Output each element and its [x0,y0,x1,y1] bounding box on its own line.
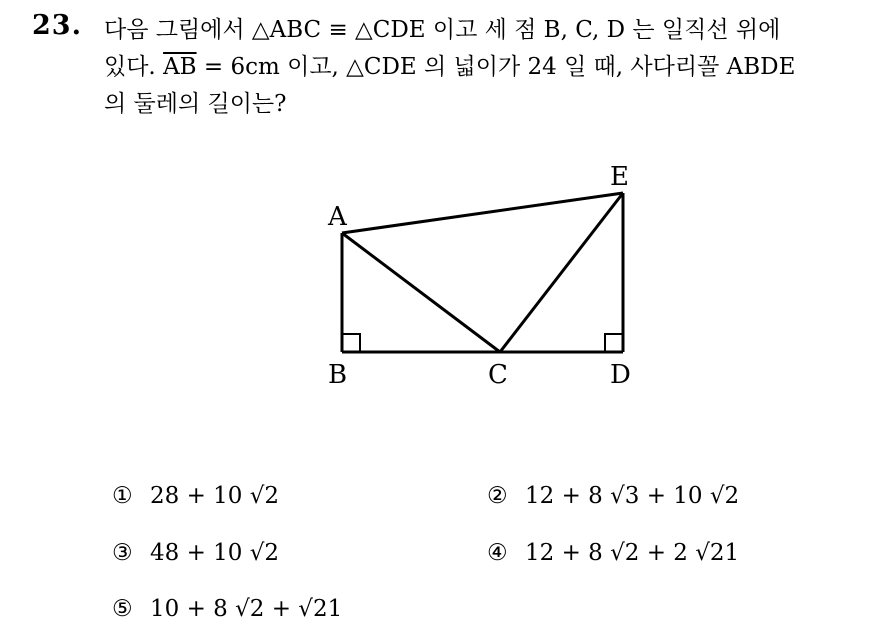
label-b: B [328,360,348,390]
segment-ae [342,193,623,233]
choice-4-number: ④ [487,540,508,566]
right-angle-mark-d [605,334,623,352]
segment-ce [500,193,623,352]
label-a: A [328,202,347,232]
question-line-1: 다음 그림에서 △ABC ≡ △CDE 이고 세 점 B, C, D 는 일직선 위에 [104,17,781,43]
choice-1-text: 28 + 10 √2 [150,483,280,509]
choice-5[interactable] [112,596,342,622]
choice-2[interactable] [487,483,739,509]
choice-1-number: ① [112,483,133,509]
segment-ac [342,233,500,352]
question-line-3: 의 둘레의 길이는? [104,91,287,117]
choice-3-text: 48 + 10 √2 [150,540,280,566]
choice-2-text: 12 + 8 √3 + 10 √2 [525,483,740,509]
choice-4[interactable] [487,540,739,566]
question-line-2-pre: 있다. [104,54,164,80]
choice-2-number: ② [487,483,508,509]
question-number: 23. [32,10,82,41]
question-line-2-post: = 6cm 이고, △CDE 의 넓이가 24 일 때, 사다리꼴 ABDE [196,54,796,80]
label-c: C [488,360,508,390]
choice-3-number: ③ [112,540,133,566]
choice-1[interactable] [112,483,279,509]
choice-4-text: 12 + 8 √2 + 2 √21 [525,540,740,566]
label-e: E [610,162,629,192]
choice-5-number: ⑤ [112,596,133,622]
choice-3[interactable] [112,540,279,566]
choice-5-text: 10 + 8 √2 + √21 [150,596,343,622]
label-d: D [610,360,631,390]
segment-ab-notation: $\overline{AB}$ [163,54,197,80]
right-angle-mark-b [342,334,360,352]
